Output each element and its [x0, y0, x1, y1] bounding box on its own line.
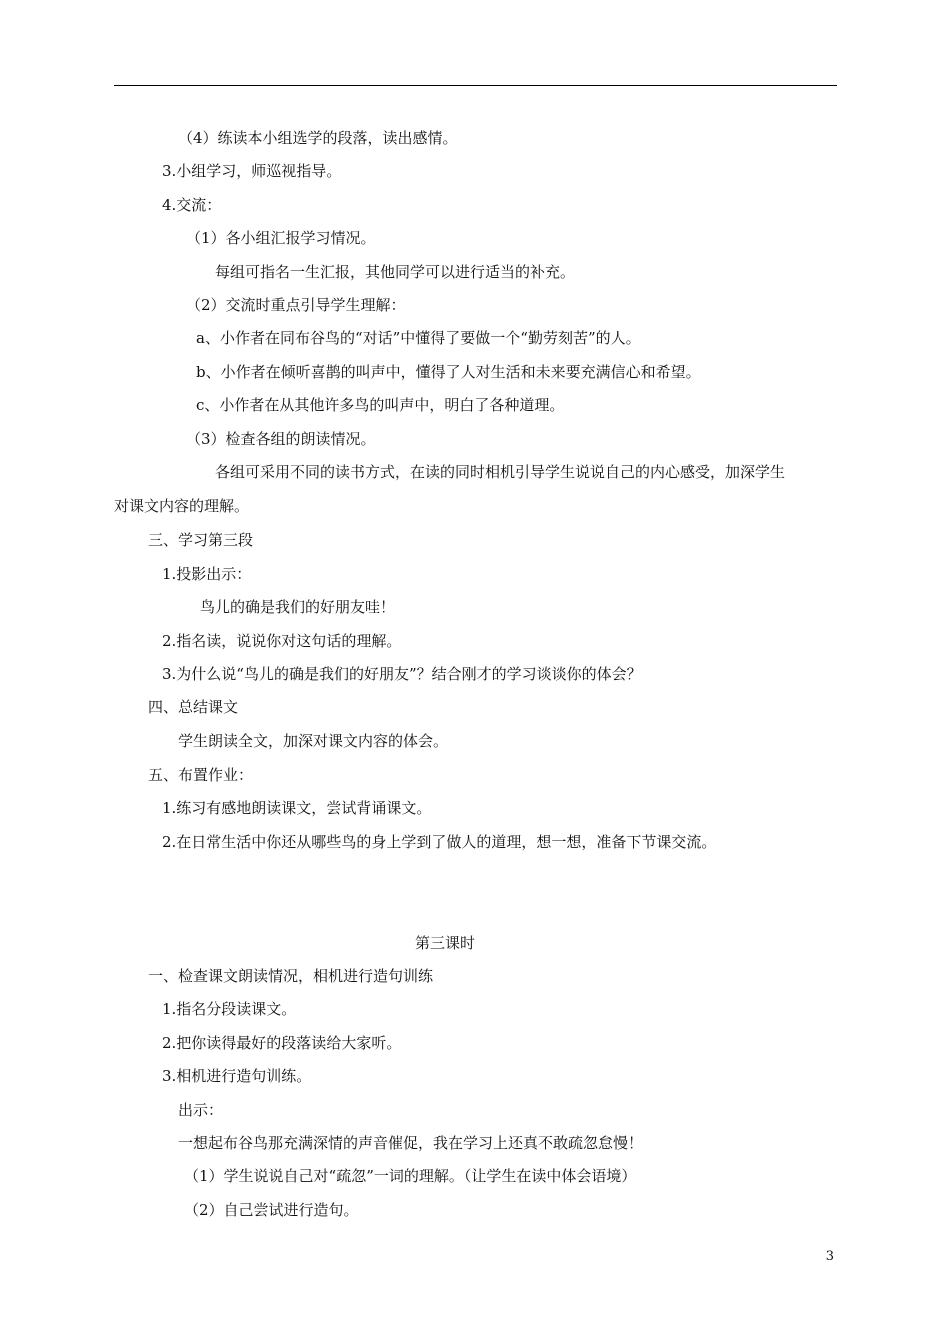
text-line: （4）练读本小组选学的段落，读出感情。 [178, 129, 458, 147]
text-line: 4.交流： [162, 196, 222, 214]
text-line: 2.在日常生活中你还从哪些鸟的身上学到了做人的道理，想一想，准备下节课交流。 [162, 833, 717, 851]
text-line: 各组可采用不同的读书方式，在读的同时相机引导学生说说自己的内心感受，加深学生 [215, 463, 786, 481]
text-line: 1.练习有感地朗读课文，尝试背诵课文。 [162, 799, 432, 817]
text-line: 1.指名分段读课文。 [162, 1000, 297, 1018]
text-line: 鸟儿的确是我们的好朋友哇！ [200, 598, 396, 616]
text-line: 对课文内容的理解。 [114, 497, 250, 515]
text-line: （2）交流时重点引导学生理解： [186, 296, 406, 314]
section-heading: 三、学习第三段 [148, 531, 254, 549]
text-line: 3.相机进行造句训练。 [162, 1067, 312, 1085]
text-line: 3.小组学习，师巡视指导。 [162, 162, 342, 180]
text-line: 2.指名读，说说你对这句话的理解。 [162, 632, 402, 650]
text-line: （2）自己尝试进行造句。 [184, 1201, 359, 1219]
text-line: 学生朗读全文，加深对课文内容的体会。 [178, 732, 449, 750]
section-heading: 五、布置作业： [148, 766, 254, 784]
text-line: a、小作者在同布谷鸟的“对话”中懂得了要做一个“勤劳刻苦”的人。 [196, 329, 641, 347]
text-line: 3.为什么说“鸟儿的确是我们的好朋友”？结合刚才的学习谈谈你的体会？ [162, 665, 642, 683]
lesson-title: 第三课时 [415, 934, 476, 952]
section-heading: 一、检查课文朗读情况，相机进行造句训练 [148, 967, 434, 985]
page-number: 3 [825, 1249, 834, 1264]
header-rule [114, 85, 837, 86]
text-line: 一想起布谷鸟那充满深情的声音催促，我在学习上还真不敢疏忽怠慢！ [178, 1134, 644, 1152]
text-line: （1）各小组汇报学习情况。 [186, 229, 376, 247]
text-line: （3）检查各组的朗读情况。 [186, 430, 376, 448]
text-line: c、小作者在从其他许多鸟的叫声中，明白了各种道理。 [196, 396, 565, 414]
text-line: b、小作者在倾听喜鹊的叫声中，懂得了人对生活和未来要充满信心和希望。 [196, 363, 701, 381]
section-heading: 四、总结课文 [148, 698, 239, 716]
text-line: （1）学生说说自己对“疏忽”一词的理解。（让学生在读中体会语境） [184, 1167, 637, 1185]
text-line: 2.把你读得最好的段落读给大家听。 [162, 1034, 402, 1052]
text-line: 1.投影出示： [162, 565, 252, 583]
text-line: 每组可指名一生汇报，其他同学可以进行适当的补充。 [215, 263, 576, 281]
text-line: 出示： [178, 1101, 224, 1119]
